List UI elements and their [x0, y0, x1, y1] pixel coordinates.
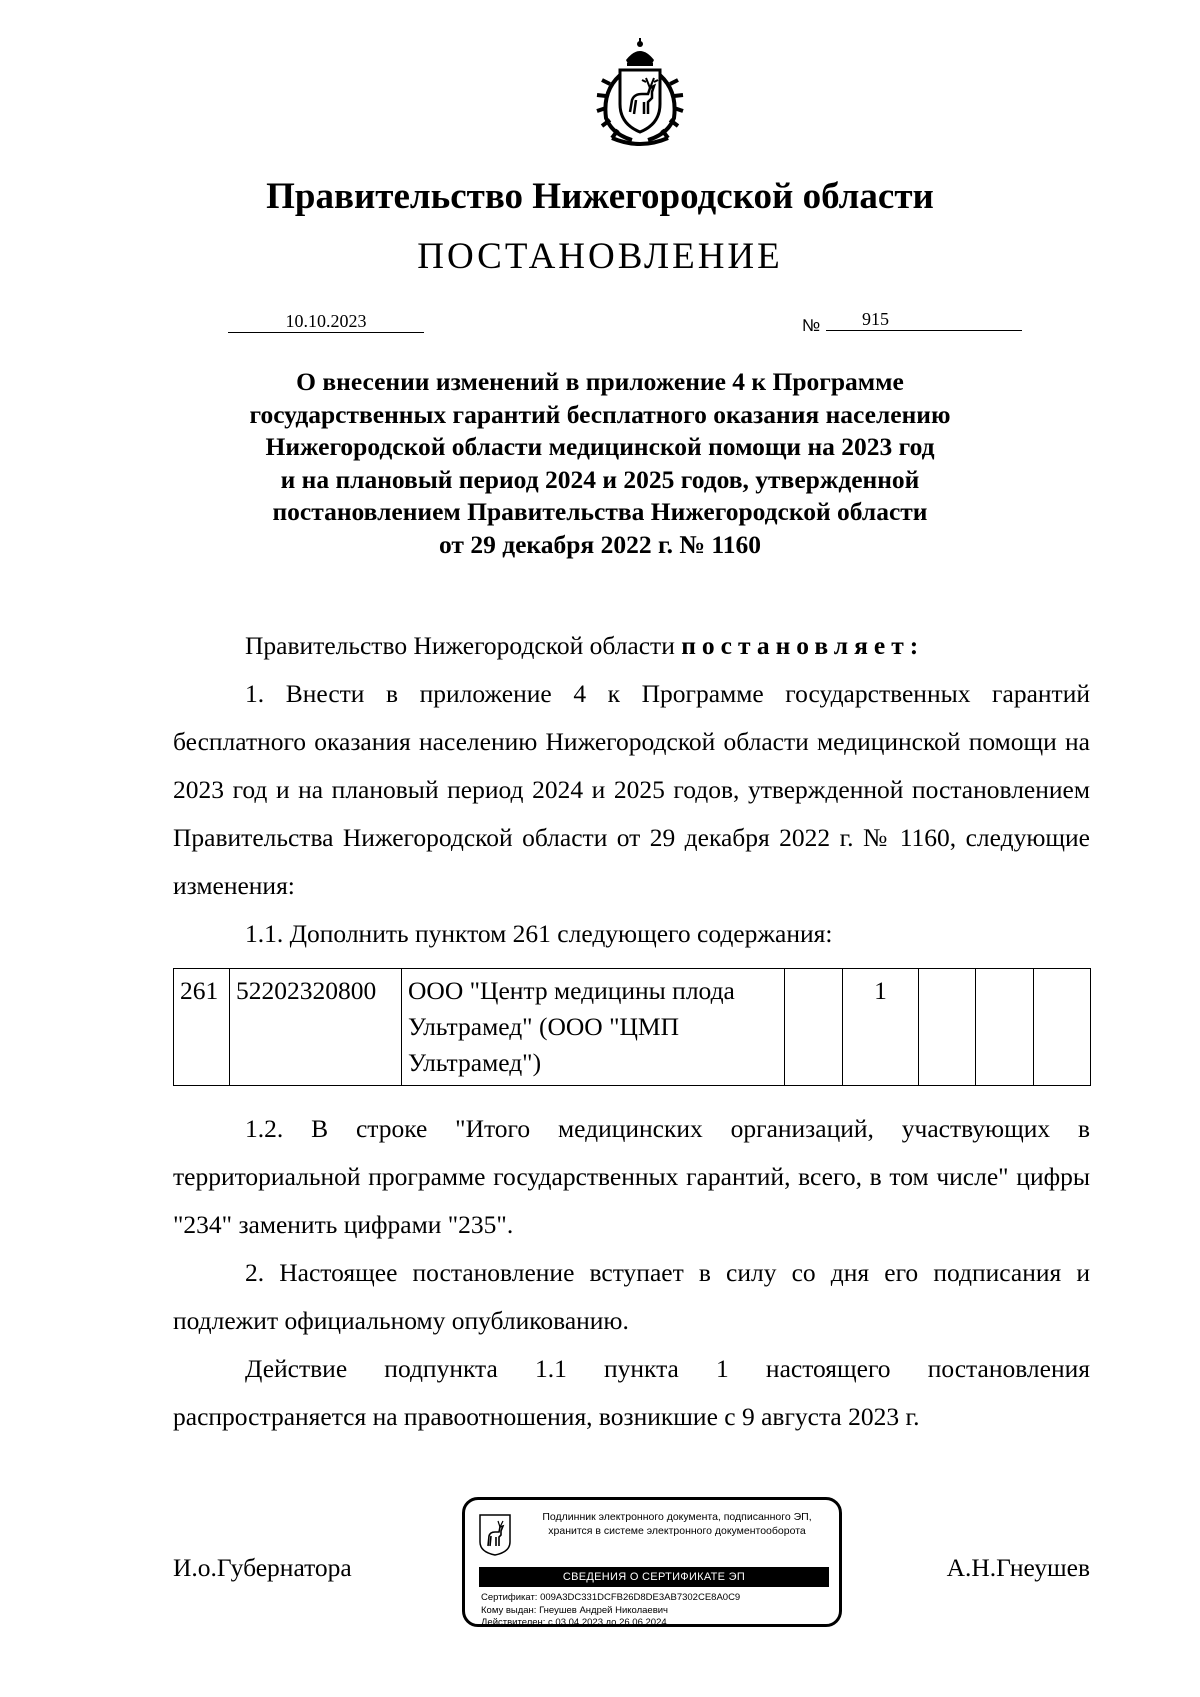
empty-cell	[976, 969, 1034, 1086]
resolution-body-bottom	[173, 1105, 1090, 1441]
subject-line: от 29 декабря 2022 г. № 1160	[439, 529, 761, 559]
stamp-note-line: Подлинник электронного документа, подписанного ЭП,	[542, 1511, 812, 1523]
item-1-1-paragraph: 1.1. Дополнить пунктом 261 следующего содержания:	[245, 919, 833, 948]
coat-of-arms-icon	[582, 38, 698, 148]
document-type: ПОСТАНОВЛЕНИЕ	[417, 236, 783, 277]
certificate-details	[481, 1592, 740, 1630]
organization-cell: ООО "Центр медицины плода Ультрамед" (ООО "ЦМП Ультрамед")	[402, 969, 785, 1086]
participation-cell: 1	[843, 969, 919, 1086]
signatory-position: И.о.Губернатора	[173, 1553, 352, 1582]
certificate-owner: Кому выдан: Гнеушев Андрей Николаевич	[481, 1604, 669, 1616]
item-1-2-paragraph: 1.2. В строке "Итого медицинских организаций, участвующих в территориальной программе государственных гарантий, всего, в том числе" цифры "234" заменить цифрами "235".	[173, 1114, 1090, 1239]
item-2-paragraph: 2. Настоящее постановление вступает в силу со дня его подписания и подлежит официальному опубликованию.	[173, 1258, 1090, 1335]
code-cell: 52202320800	[230, 969, 402, 1086]
certificate-number: Сертификат: 009A3DC331DCFB26D8DE3AB7302CE8A0C9	[481, 1592, 741, 1603]
stamp-note-line: хранится в системе электронного документооборота	[548, 1525, 806, 1537]
stamp-note	[521, 1510, 833, 1538]
subject-line: и на плановый период 2024 и 2025 годов, утвержденной	[280, 464, 920, 494]
certificate-validity: Действителен: с 03.04.2023 до 26.06.2024	[481, 1617, 667, 1628]
empty-cell	[1034, 969, 1091, 1086]
document-date: 10.10.2023	[228, 310, 424, 333]
org-title: Правительство Нижегородской области	[266, 176, 934, 217]
subject-line: Нижегородской области медицинской помощи на 2023 год	[265, 432, 935, 461]
resolution-body-top	[173, 622, 1090, 958]
empty-cell	[919, 969, 976, 1086]
empty-cell	[785, 969, 843, 1086]
preamble-paragraph	[173, 622, 1090, 670]
electronic-signature-stamp	[462, 1497, 842, 1627]
item-1-paragraph: 1. Внести в приложение 4 к Программе государственных гарантий бесплатного оказания населению Нижегородской области медицинской помощи на 2023 год и на плановый период 2024 и 2025 годов, утвержденной постановлением Правительства Нижегородской области от 29 декабря 2022 г. № 1160, следующие изменения:	[173, 679, 1090, 900]
signer-name: А.Н.Гнеушев	[946, 1553, 1090, 1582]
item-2-note-paragraph: Действие подпункта 1.1 пункта 1 настоящего постановления распространяется на правоотношения, возникшие с 9 августа 2023 г.	[173, 1354, 1090, 1431]
preamble-text: Правительство Нижегородской области	[245, 631, 675, 660]
table-row	[174, 969, 1091, 1086]
deer-emblem-icon	[479, 1514, 511, 1556]
certificate-info-bar: СВЕДЕНИЯ О СЕРТИФИКАТЕ ЭП	[479, 1567, 829, 1587]
amendment-table	[173, 968, 1091, 1086]
document-number: 915	[826, 308, 1022, 331]
subject-line: О внесении изменений в приложение 4 к Программе	[296, 367, 904, 396]
number-label: №	[802, 316, 821, 335]
preamble-action: постановляет:	[681, 631, 925, 660]
row-index-cell: 261	[174, 969, 230, 1086]
subject-line: государственных гарантий бесплатного оказания населению	[249, 399, 951, 429]
subject-line: постановлением Правительства Нижегородской области	[272, 497, 928, 526]
document-subject	[200, 366, 1000, 561]
